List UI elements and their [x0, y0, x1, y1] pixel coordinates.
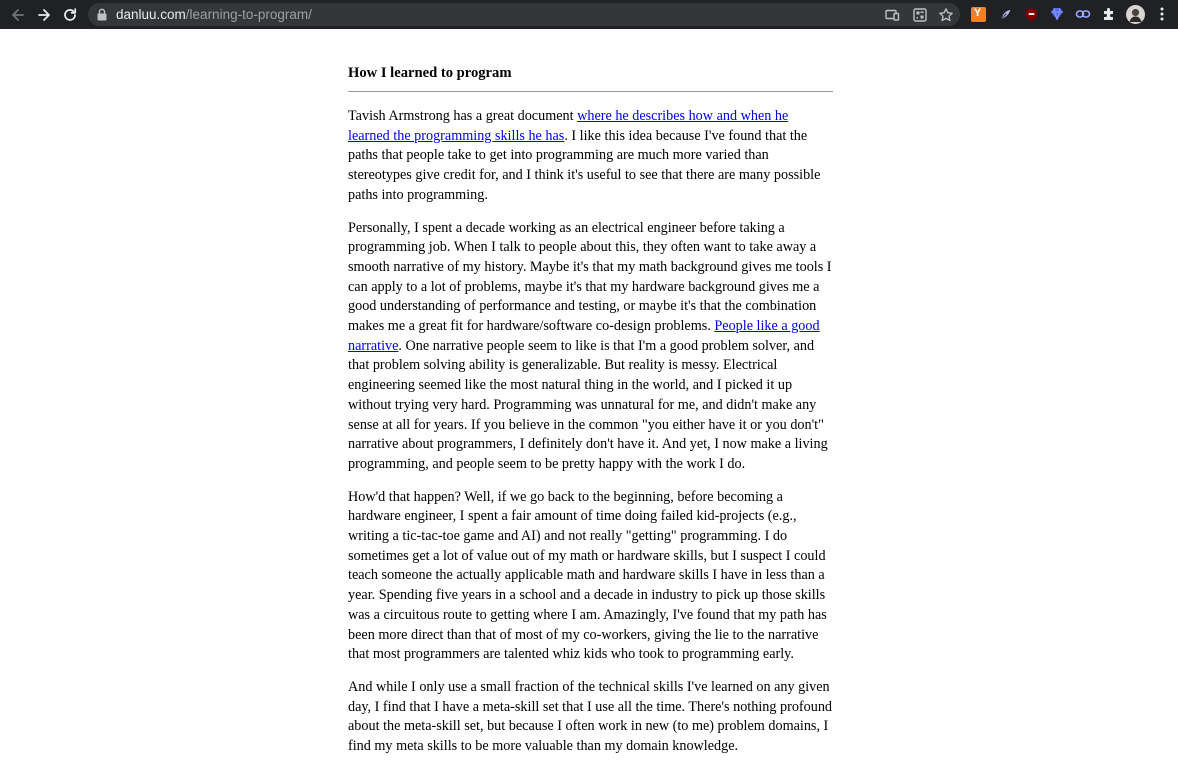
url-path: /learning-to-program/ [185, 7, 312, 22]
ublock-extension-button[interactable] [1023, 6, 1039, 22]
paragraph-4: And while I only use a small fraction of the technical skills I've learned on any given day, I find that I have a meta-skill set that I use all the time. There's nothing profound about the meta-skill set, but because I often work in new (to me) problem domains, I find my meta skills to be more valuable than my domain knowledge. [348, 678, 833, 755]
extensions-button[interactable] [1101, 6, 1117, 22]
cast-button[interactable] [884, 7, 900, 23]
ublock-extension-icon [1024, 7, 1039, 22]
tavish-armstrong-doc-link[interactable]: where he describes how and when he learned the programming skills he has [348, 108, 789, 144]
link-extension-button[interactable] [1075, 6, 1091, 22]
link-extension-icon [1075, 6, 1091, 22]
feather-extension-button[interactable] [997, 6, 1013, 22]
address-bar[interactable] [88, 3, 960, 26]
p1-text-after: . I like this idea because I've found that the paths that people take to get into programming are much more varied than stereotypes give credit for, and I think it's useful to see that there are many possible paths into programming. [348, 127, 821, 203]
y-extension-label: Y [973, 7, 982, 19]
reload-button[interactable] [59, 4, 81, 26]
good-narrative-link[interactable]: People like a good narrative [348, 318, 820, 354]
feather-extension-icon [998, 7, 1013, 22]
p1-text-before: Tavish Armstrong has a great document [348, 108, 578, 124]
gem-extension-icon [1049, 6, 1065, 22]
cast-icon [884, 7, 900, 23]
extensions-puzzle-icon [1101, 6, 1117, 22]
browser-toolbar [0, 0, 1178, 29]
url-text[interactable] [116, 6, 312, 23]
more-menu-button[interactable] [1154, 6, 1170, 22]
reload-icon [62, 7, 78, 23]
article [348, 60, 833, 770]
back-icon [10, 7, 26, 23]
gem-extension-button[interactable] [1049, 6, 1065, 22]
qr-code-button[interactable] [912, 7, 928, 23]
paragraph-2 [348, 219, 833, 475]
forward-icon [36, 7, 52, 23]
bookmark-button[interactable] [938, 7, 954, 23]
lock-icon[interactable] [96, 8, 108, 21]
p2-text-before: Personally, I spent a decade working as an electrical engineer before taking a programming job. When I talk to people about this, they often want to take away a smooth narrative of my history. Maybe it's that my math background gives me tools I can apply to a lot of problems, maybe it's that my hardware background gives me a good understanding of performance and testing, or maybe it's that the combination makes me a great fit for hardware/software co-design problems. [348, 219, 832, 335]
p2-text-after: . One narrative people seem to like is that I'm a good problem solver, and that problem solving ability is generalizable. But reality is messy. Electrical engineering seemed like the most natural thing in the world, and I picked it up without trying very hard. Programming was unnatural for me, and didn't make any sense at all for years. If you believe in the common "you either have it or you don't" narrative about programmers, I definitely don't have it. And yet, I now make a living programming, and people seem to be pretty happy with the work I do. [348, 337, 828, 472]
more-menu-icon [1154, 6, 1170, 22]
avatar-icon [1126, 5, 1145, 24]
paragraph-3: How'd that happen? Well, if we go back to the beginning, before becoming a hardware engineer, I spent a fair amount of time doing failed kid-projects (e.g., writing a tic-tac-toe game and AI) and not really "getting" programming. I do sometimes get a lot of value out of my math or hardware skills, but I suspect I could teach someone the actually applicable math and hardware skills I have in less than a year. Spending five years in a school and a decade in industry to pick up those skills was a circuitous route to getting where I am. Amazingly, I've found that my path has been more direct than that of most of my co-workers, giving the lie to the narrative that most programmers are talented whiz kids who took to programming early. [348, 488, 827, 663]
url-host: danluu.com [116, 7, 186, 22]
forward-button[interactable] [33, 4, 55, 26]
back-button[interactable] [7, 4, 29, 26]
bookmark-star-icon [938, 7, 954, 23]
qr-code-icon [912, 7, 928, 23]
page-title: How I learned to program [348, 60, 833, 92]
y-extension-button[interactable] [970, 6, 986, 22]
paragraph-1 [348, 107, 833, 206]
profile-avatar[interactable] [1126, 5, 1145, 24]
